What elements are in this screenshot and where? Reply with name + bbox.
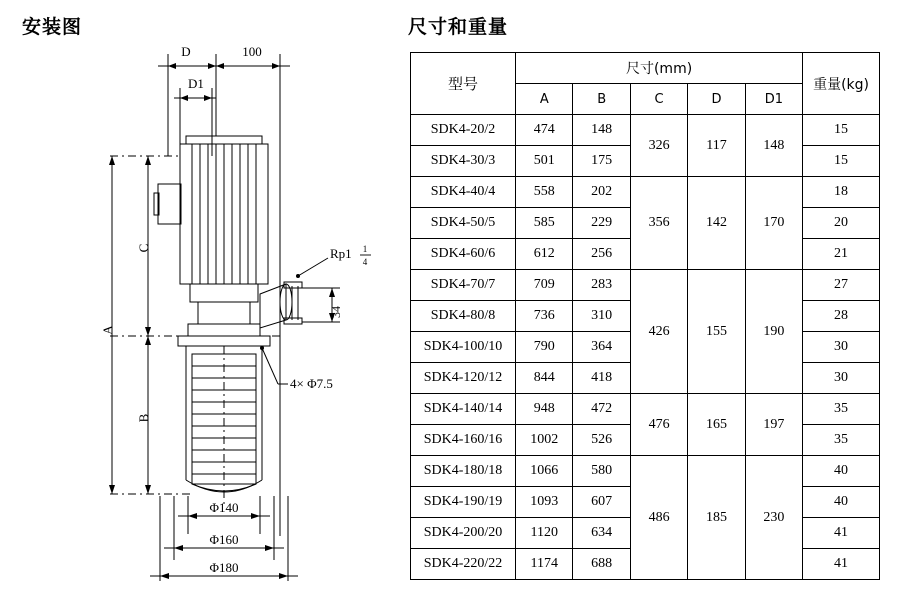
cell-d1: 197 — [745, 394, 802, 456]
table-row — [411, 394, 880, 425]
installation-drawing-panel — [0, 0, 400, 596]
dimensions-table-wrapper — [410, 52, 880, 580]
table-row — [411, 456, 880, 487]
cell-d1: 170 — [745, 177, 802, 270]
table-row — [411, 270, 880, 301]
cell-b: 634 — [573, 518, 630, 549]
page-title-right: 尺寸和重量 — [408, 16, 509, 38]
cell-d1: 148 — [745, 115, 802, 177]
cell-c: 426 — [630, 270, 687, 394]
label-a: A — [100, 325, 115, 335]
cell-d1: 230 — [745, 456, 802, 580]
cell-d: 142 — [688, 177, 745, 270]
cell-weight: 30 — [803, 363, 880, 394]
cell-weight: 41 — [803, 549, 880, 580]
cell-b: 148 — [573, 115, 630, 146]
cell-a: 1066 — [516, 456, 573, 487]
label-d-top: D — [181, 44, 191, 59]
header-model: 型号 — [411, 53, 516, 115]
cell-d: 155 — [688, 270, 745, 394]
cell-weight: 35 — [803, 425, 880, 456]
cell-b: 256 — [573, 239, 630, 270]
label-thread: Rp1 — [330, 246, 352, 261]
cell-a: 585 — [516, 208, 573, 239]
cell-weight: 21 — [803, 239, 880, 270]
cell-b: 418 — [573, 363, 630, 394]
table-row — [411, 115, 880, 146]
cell-model: SDK4-40/4 — [411, 177, 516, 208]
cell-b: 472 — [573, 394, 630, 425]
cell-a: 709 — [516, 270, 573, 301]
cell-model: SDK4-80/8 — [411, 301, 516, 332]
cell-c: 326 — [630, 115, 687, 177]
label-100: 100 — [242, 44, 262, 59]
cell-d1: 190 — [745, 270, 802, 394]
cell-b: 202 — [573, 177, 630, 208]
cell-model: SDK4-180/18 — [411, 456, 516, 487]
cell-b: 580 — [573, 456, 630, 487]
cell-b: 364 — [573, 332, 630, 363]
header-a: A — [516, 84, 573, 115]
cell-b: 283 — [573, 270, 630, 301]
cell-a: 501 — [516, 146, 573, 177]
cell-b: 607 — [573, 487, 630, 518]
header-dims-group: 尺寸(mm) — [516, 53, 803, 84]
cell-c: 476 — [630, 394, 687, 456]
cell-model: SDK4-70/7 — [411, 270, 516, 301]
label-d1: D1 — [188, 76, 204, 91]
pump-drawing-svg — [40, 36, 390, 581]
cell-weight: 18 — [803, 177, 880, 208]
label-thread-den: 4 — [362, 257, 368, 267]
cell-weight: 28 — [803, 301, 880, 332]
table-body — [411, 115, 880, 580]
header-c: C — [630, 84, 687, 115]
cell-a: 1120 — [516, 518, 573, 549]
cell-weight: 27 — [803, 270, 880, 301]
dimensions-weight-table — [410, 52, 880, 580]
cell-weight: 30 — [803, 332, 880, 363]
table-header-row-1 — [411, 53, 880, 84]
cell-c: 486 — [630, 456, 687, 580]
cell-model: SDK4-140/14 — [411, 394, 516, 425]
cell-b: 526 — [573, 425, 630, 456]
table-row — [411, 177, 880, 208]
label-thread-num: 1 — [362, 244, 368, 254]
cell-model: SDK4-120/12 — [411, 363, 516, 394]
label-phi180: Φ180 — [209, 560, 239, 575]
cell-model: SDK4-30/3 — [411, 146, 516, 177]
cell-weight: 15 — [803, 115, 880, 146]
label-holes: 4× Φ7.5 — [290, 376, 333, 391]
cell-b: 688 — [573, 549, 630, 580]
cell-a: 790 — [516, 332, 573, 363]
cell-d: 117 — [688, 115, 745, 177]
cell-a: 612 — [516, 239, 573, 270]
cell-a: 1093 — [516, 487, 573, 518]
pump-assembly-drawing — [40, 36, 390, 581]
cell-weight: 40 — [803, 487, 880, 518]
cell-model: SDK4-190/19 — [411, 487, 516, 518]
cell-a: 1002 — [516, 425, 573, 456]
cell-weight: 35 — [803, 394, 880, 425]
label-34: 34 — [329, 306, 343, 318]
cell-b: 175 — [573, 146, 630, 177]
cell-a: 948 — [516, 394, 573, 425]
cell-d: 185 — [688, 456, 745, 580]
label-c: C — [136, 243, 151, 253]
cell-a: 1174 — [516, 549, 573, 580]
header-d: D — [688, 84, 745, 115]
cell-weight: 20 — [803, 208, 880, 239]
header-b: B — [573, 84, 630, 115]
page-title-left: 安装图 — [22, 16, 83, 38]
cell-weight: 40 — [803, 456, 880, 487]
cell-model: SDK4-60/6 — [411, 239, 516, 270]
header-weight: 重量(kg) — [803, 53, 880, 115]
cell-model: SDK4-20/2 — [411, 115, 516, 146]
cell-weight: 15 — [803, 146, 880, 177]
cell-model: SDK4-50/5 — [411, 208, 516, 239]
cell-model: SDK4-200/20 — [411, 518, 516, 549]
cell-a: 474 — [516, 115, 573, 146]
cell-c: 356 — [630, 177, 687, 270]
cell-weight: 41 — [803, 518, 880, 549]
cell-model: SDK4-220/22 — [411, 549, 516, 580]
cell-model: SDK4-160/16 — [411, 425, 516, 456]
cell-a: 844 — [516, 363, 573, 394]
label-b: B — [136, 413, 151, 423]
header-d1: D1 — [745, 84, 802, 115]
label-phi160: Φ160 — [209, 532, 239, 547]
cell-a: 736 — [516, 301, 573, 332]
cell-d: 165 — [688, 394, 745, 456]
table-header — [411, 53, 880, 115]
cell-model: SDK4-100/10 — [411, 332, 516, 363]
cell-a: 558 — [516, 177, 573, 208]
cell-b: 229 — [573, 208, 630, 239]
label-phi140: Φ140 — [209, 500, 239, 515]
cell-b: 310 — [573, 301, 630, 332]
